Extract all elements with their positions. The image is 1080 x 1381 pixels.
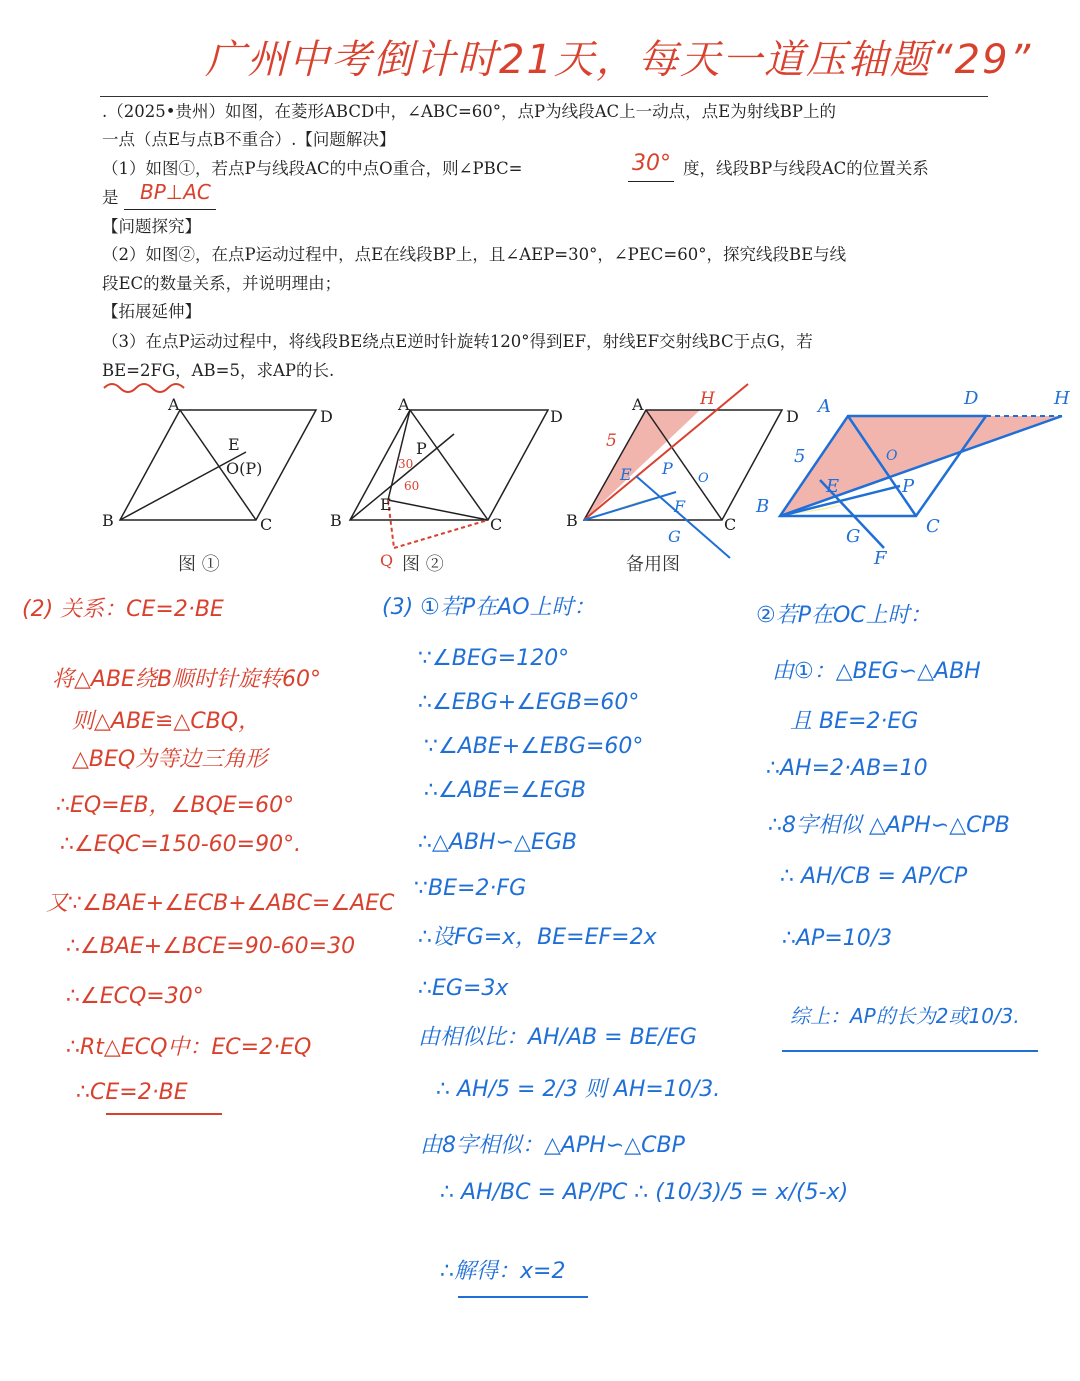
fig1-caption: 图 ① (178, 554, 220, 575)
problem-line-3a: （1）如图①，若点P与线段AC的中点O重合，则∠PBC= (102, 159, 523, 178)
figures-panel (0, 380, 1080, 580)
fig2-label-E: E (380, 495, 392, 514)
problem-line-9: （3）在点P运动过程中，将线段BE绕点E逆时针旋转120°得到EF，射线EF交射线BC于点G，若 (102, 332, 813, 351)
answer-angle: 30° (632, 151, 671, 176)
fig2-label-Q: Q (380, 551, 394, 570)
sol3b-line-3: ∴AH=2·AB=10 (766, 756, 928, 781)
fig3-label-C: C (724, 515, 737, 534)
sol3a-line-2: ∴∠EBG+∠EGB=60° (418, 690, 640, 715)
fig4-label-H: H (1054, 388, 1070, 409)
sol3b-line-6: ∴AP=10/3 (782, 926, 893, 951)
fig4-label-D: D (964, 388, 979, 409)
fig3-label-5: 5 (606, 431, 617, 451)
fig3-label-D: D (786, 407, 799, 426)
sol2-line-0: (2) 关系：CE=2·BE (22, 597, 224, 622)
sol3b-line-2: 且 BE=2·EG (790, 709, 919, 734)
fig4-label-A: A (818, 396, 831, 417)
sol2-line-4: ∴EQ=EB，∠BQE=60° (56, 793, 295, 818)
fig1-label-C: C (260, 515, 273, 534)
fig3-label-A: A (632, 395, 644, 414)
fig1-label-D: D (320, 407, 333, 426)
problem-line-4: 是 (102, 188, 119, 207)
sol3a-line-8: ∴EG=3x (418, 976, 509, 1001)
fig4-label-E: E (826, 476, 840, 497)
sol3a-line-3: ∵∠ABE+∠EBG=60° (424, 734, 644, 759)
sol2-line-6: 又∵∠BAE+∠ECB+∠ABC=∠AEC (46, 891, 395, 916)
fig2-label-A: A (398, 395, 410, 414)
sol3b-line-5: ∴ AH/CB = AP/CP (780, 864, 968, 889)
fig3-label-B: B (566, 511, 578, 530)
fig4-label-5: 5 (794, 446, 806, 467)
fig4-label-O: O (886, 448, 898, 464)
answer-relation: BP⊥AC (140, 180, 211, 204)
sol2-line-9: ∴Rt△ECQ中：EC=2·EQ (66, 1035, 312, 1060)
fig3-label-O: O (698, 471, 709, 486)
sol3a-line-5: ∴△ABH∽△EGB (418, 830, 577, 855)
figure-2-construction (388, 500, 488, 548)
fig1-label-B: B (102, 511, 114, 530)
fig4-label-G: G (846, 526, 861, 547)
blank-underline-2 (124, 209, 216, 210)
fig2-angle-30: 30 (398, 457, 414, 471)
problem-line-10: BE=2FG，AB=5，求AP的长. (102, 361, 335, 380)
fig1-label-E: E (228, 435, 240, 454)
section-explore: 【问题探究】 (102, 217, 201, 236)
problem-line-6: （2）如图②，在点P运动过程中，点E在线段BP上，且∠AEP=30°，∠PEC=60°，探究线段BE与线 (102, 245, 847, 264)
fig4-label-F: F (874, 548, 887, 569)
sol2-final-underline (106, 1113, 222, 1115)
sol3a-line-10: ∴ AH/5 = 2/3 则 AH=10/3. (436, 1077, 721, 1102)
divider (100, 96, 988, 97)
sol3a-line-0: (3) ①若P在AO上时： (382, 595, 596, 620)
fig2-label-C: C (490, 515, 503, 534)
fig2-label-P: P (416, 439, 427, 458)
fig3-label-E: E (620, 465, 632, 484)
section-extend: 【拓展延伸】 (102, 302, 201, 321)
figure-3-red-lines (584, 384, 748, 520)
fig3-caption: 备用图 (626, 554, 680, 575)
sol3a-line-6: ∵BE=2·FG (414, 876, 527, 901)
sol2-line-10: ∴CE=2·BE (76, 1080, 188, 1105)
fig4-label-P: P (902, 476, 915, 497)
fig1-label-OP: O(P) (226, 459, 263, 478)
sol2-line-2: 则△ABE≌△CBQ， (72, 709, 261, 734)
problem-line-2: 一点（点E与点B不重合）.【问题解决】 (102, 130, 396, 149)
figure-1 (120, 410, 316, 520)
fig3-label-G: G (668, 527, 681, 546)
fig4-label-C: C (926, 516, 940, 537)
sol2-line-7: ∴∠BAE+∠BCE=90-60=30 (66, 934, 356, 959)
sol2-line-5: ∴∠EQC=150-60=90°. (60, 832, 302, 857)
fig4-label-B: B (756, 496, 770, 517)
figure-2-labels (330, 395, 563, 534)
fig2-label-D: D (550, 407, 563, 426)
fig3-label-P: P (662, 459, 673, 478)
fig3-label-F: F (674, 497, 686, 516)
fig3-label-H: H (700, 389, 715, 409)
fig2-label-B: B (330, 511, 342, 530)
fig1-label-A: A (168, 395, 180, 414)
sol3a-line-9: 由相似比：AH/AB = BE/EG (418, 1025, 697, 1050)
page-title: 广州中考倒计时21天，每天一道压轴题“29” (205, 37, 1033, 83)
sol3a-line-1: ∵∠BEG=120° (418, 646, 570, 671)
sol3a-line-7: ∴设FG=x，BE=EF=2x (418, 925, 657, 950)
sol3b-line-4: ∴8字相似 △APH∽△CPB (768, 813, 1010, 838)
sol3b-line-7: 综上：AP的长为2或10/3. (790, 1004, 1020, 1028)
problem-line-3b: 度，线段BP与线段AC的位置关系 (683, 159, 929, 178)
sol2-line-1: 将△ABE绕B顺时针旋转60° (52, 667, 322, 692)
sol3b-line-0: ②若P在OC上时： (756, 603, 932, 628)
fig2-angle-60: 60 (404, 479, 420, 493)
fig2-caption: 图 ② (402, 554, 444, 575)
sol3a-final-underline (458, 1296, 588, 1298)
sol3a-line-13: ∴解得：x=2 (440, 1259, 566, 1284)
sol3a-line-12: ∴ AH/BC = AP/PC ∴ (10/3)/5 = x/(5-x) (440, 1180, 849, 1205)
sol3b-line-1: 由①：△BEG∽△ABH (772, 659, 981, 684)
blank-underline-1 (628, 181, 674, 182)
sol2-line-3: △BEQ为等边三角形 (72, 747, 268, 772)
sol3a-line-11: 由8字相似：△APH∽△CBP (420, 1133, 685, 1158)
sol3a-line-4: ∴∠ABE=∠EGB (424, 778, 586, 803)
problem-line-7: 段EC的数量关系，并说明理由； (102, 274, 342, 293)
problem-line-1: .（2025•贵州）如图，在菱形ABCD中，∠ABC=60°，点P为线段AC上一动点，点E为射线BP上的 (102, 102, 836, 121)
sol3b-final-underline (782, 1050, 1038, 1052)
sol2-line-8: ∴∠ECQ=30° (66, 984, 204, 1009)
